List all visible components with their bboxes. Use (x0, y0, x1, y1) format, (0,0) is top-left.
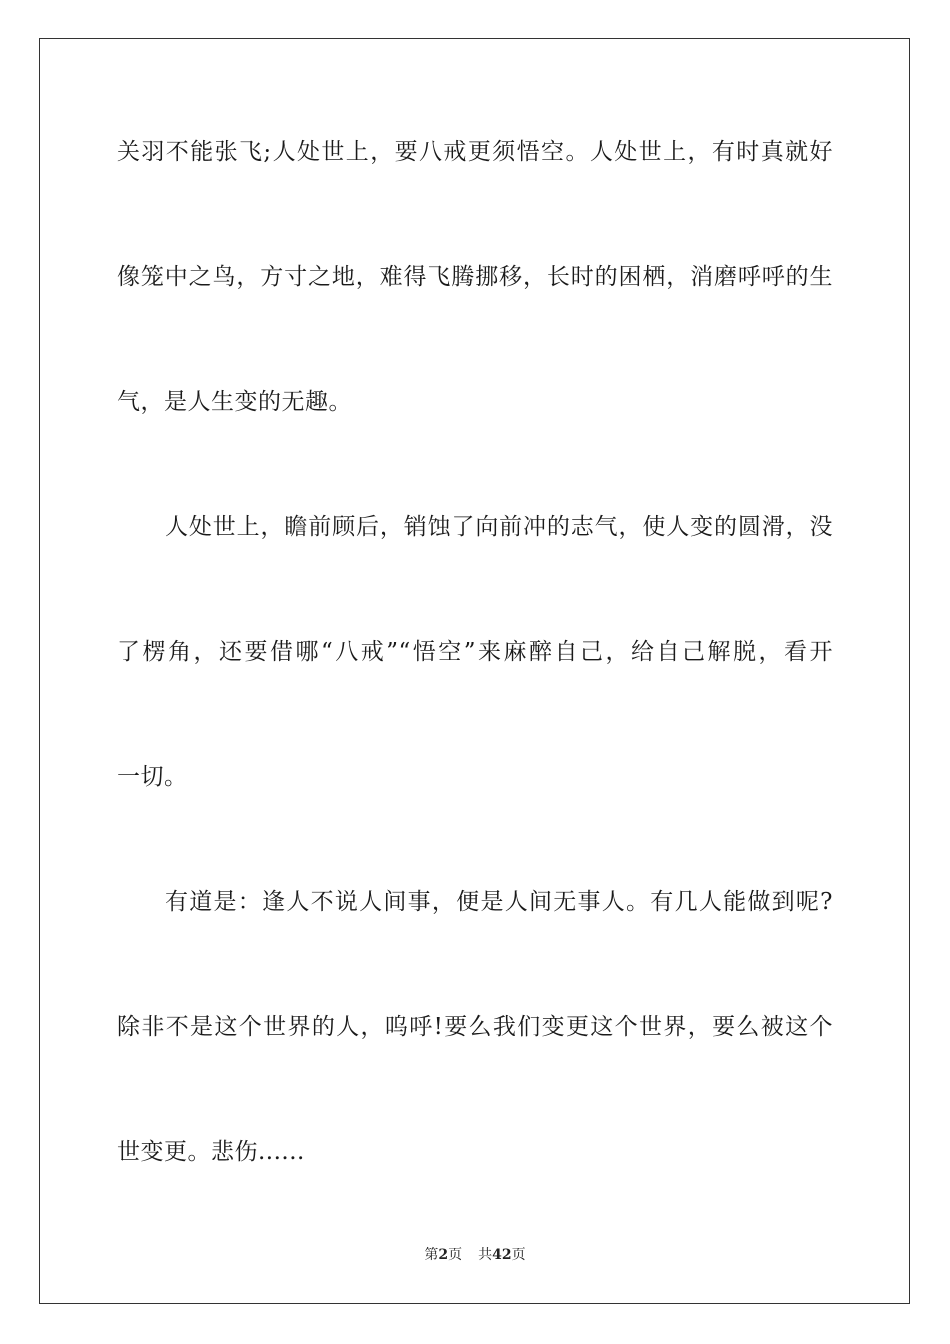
footer-total-unit: 页 (511, 1247, 526, 1263)
paragraph-first-line: 人处世上，瞻前顾后，销蚀了向前冲的志气，使人变的圆滑，没 (165, 514, 833, 540)
total-pages-number: 42 (492, 1247, 512, 1263)
page-footer (0, 1246, 950, 1264)
current-page-number: 2 (438, 1247, 449, 1263)
footer-total-prefix: 共 (478, 1247, 493, 1263)
text-line: 关羽不能张飞;人处世上，要八戒更须悟空。人处世上，有时真就好 (117, 139, 833, 165)
text-line: 一切。 (117, 764, 188, 790)
text-line: 世变更。悲伤...... (117, 1139, 305, 1165)
footer-page-unit: 页 (448, 1247, 463, 1263)
footer-prefix: 第 (424, 1247, 439, 1263)
paragraph-first-line: 有道是：逢人不说人间事，便是人间无事人。有几人能做到呢? (165, 889, 833, 915)
text-line: 除非不是这个世界的人，呜呼!要么我们变更这个世界，要么被这个 (117, 1014, 833, 1040)
text-line: 气，是人生变的无趣。 (117, 389, 352, 415)
page-frame (39, 38, 910, 1304)
text-line: 像笼中之鸟，方寸之地，难得飞腾挪移，长时的困栖，消磨呼呼的生 (117, 264, 833, 290)
text-line: 了楞角，还要借哪“八戒”“悟空”来麻醉自己，给自己解脱，看开 (117, 639, 833, 665)
